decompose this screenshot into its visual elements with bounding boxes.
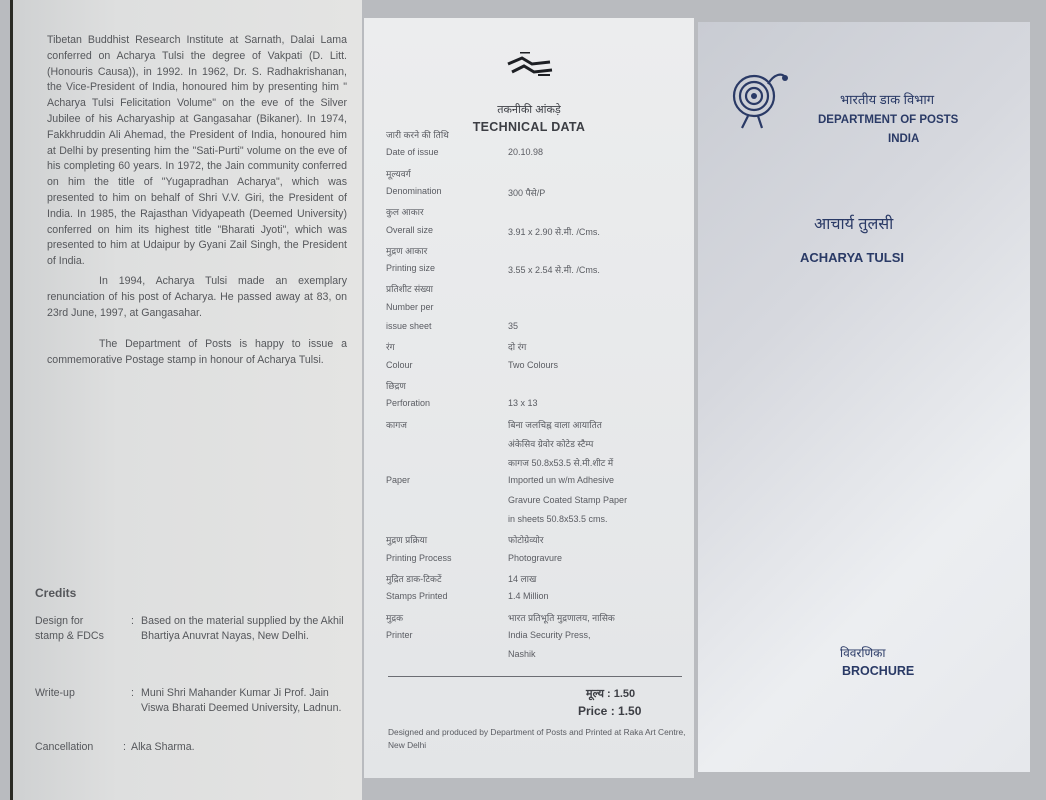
tech-row-label: छिद्रण xyxy=(386,380,406,391)
price-hindi: मूल्य : 1.50 xyxy=(586,688,636,700)
department-name: DEPARTMENT OF POSTS xyxy=(818,114,959,126)
credit-design-value: Based on the material supplied by the Akhil Bhartiya Anuvrat Nayas, New Delhi. xyxy=(141,615,344,642)
tech-row-value: बिना जलचिह्न वाला आयातित xyxy=(508,419,602,430)
brochure-technical-panel xyxy=(364,18,694,778)
brochure-label-hindi: विवरणिका xyxy=(840,646,886,660)
tech-row-label: Printing Process xyxy=(386,552,452,563)
department-country: INDIA xyxy=(888,133,920,145)
biography-text xyxy=(47,33,347,369)
tech-row-label: प्रतिशीट संख्या xyxy=(386,284,433,295)
technical-data-hindi-title: तकनीकी आंकड़े xyxy=(497,104,561,116)
brochure-label: BROCHURE xyxy=(842,664,915,678)
tech-row-value: 3.91 x 2.90 से.मी. /Cms. xyxy=(508,226,600,237)
brochure-left-panel xyxy=(10,0,362,800)
tech-row-value: Nashik xyxy=(508,649,536,660)
tech-row-label: जारी करने की तिथि xyxy=(386,130,449,140)
tech-row-label: Paper xyxy=(386,475,411,486)
tech-row-value: Imported un w/m Adhesive xyxy=(508,475,615,486)
tech-row-value: 14 लाख xyxy=(508,573,537,584)
bio-paragraph-3: The Department of Posts is happy to issue a commemorative Postage stamp in honour of Acharya Tulsi. xyxy=(47,338,347,367)
tech-row-label: Colour xyxy=(386,359,413,370)
stamp-title: ACHARYA TULSI xyxy=(800,250,905,265)
tech-row-value: कागज 50.8x53.5 से.मी.शीट में xyxy=(508,458,614,469)
stamp-title-hindi: आचार्य तुलसी xyxy=(814,216,894,233)
tech-row-value: in sheets 50.8x53.5 cms. xyxy=(508,514,608,524)
tech-row-label: मूल्यवर्ग xyxy=(386,168,411,179)
credit-writeup-value: Muni Shri Mahander Kumar Ji Prof. Jain Viswa Bharati Deemed University, Ladnun. xyxy=(141,687,342,714)
credit-cancellation-value: Alka Sharma. xyxy=(131,741,195,753)
tech-row-label: Date of issue xyxy=(386,147,439,158)
tech-row-label: Number per xyxy=(386,301,434,312)
tech-row-value: 20.10.98 xyxy=(508,147,544,158)
department-name-hindi: भारतीय डाक विभाग xyxy=(840,92,935,107)
tech-row-value: अंकेसिव ग्रेवोर कोटेड स्टैम्प xyxy=(508,438,594,449)
tech-row-value: 1.4 Million xyxy=(508,591,549,602)
tech-row-label: Printer xyxy=(386,629,413,640)
brochure-cover-panel xyxy=(698,22,1030,772)
tech-row-label: मुद्रण आकार xyxy=(386,245,428,256)
credit-writeup xyxy=(35,686,365,736)
tech-row-value: Two Colours xyxy=(508,359,559,370)
price: Price : 1.50 xyxy=(578,704,642,718)
tech-row-label: कुल आकार xyxy=(386,207,424,218)
tech-row-label: मुद्रक xyxy=(386,612,404,623)
tech-row-value: 3.55 x 2.54 से.मी. /Cms. xyxy=(508,265,600,276)
credit-design xyxy=(35,614,365,674)
tech-row-value: Gravure Coated Stamp Paper xyxy=(508,494,628,505)
credit-colon: : xyxy=(123,741,126,753)
tech-row-value: 300 पैसे/P xyxy=(508,187,546,198)
tech-row-label: Stamps Printed xyxy=(386,591,448,602)
tech-row-value: Photogravure xyxy=(508,552,563,563)
tech-row-value: India Security Press, xyxy=(508,629,591,640)
tech-row-label: मुद्रण प्रक्रिया xyxy=(386,535,428,546)
tech-row-label: मुद्रित डाक-टिकटें xyxy=(386,573,442,584)
tech-row-value: दो रंग xyxy=(508,342,527,353)
tech-row-label: कागज xyxy=(386,419,407,430)
divider-line xyxy=(388,676,682,677)
india-post-logo-icon xyxy=(502,50,558,86)
tech-row-label: रंग xyxy=(386,342,395,353)
peacock-emblem-icon xyxy=(728,66,792,132)
tech-row-value: भारत प्रतिभूति मुद्रणालय, नासिक xyxy=(508,612,615,623)
technical-data-title: TECHNICAL DATA xyxy=(472,120,586,134)
designed-by-note: Designed and produced by Department of Posts and Printed at Raka Art Centre, New Delhi xyxy=(388,727,686,750)
credit-cancellation-label: Cancellation xyxy=(35,741,94,753)
bio-paragraph-2: In 1994, Acharya Tulsi made an exemplary renunciation of his post of Acharya. He passed away at 83, on 23rd June, 1997, at Gangasahar. xyxy=(47,274,347,319)
credit-design-label: Design for stamp & FDCs xyxy=(35,615,104,642)
credits-heading: Credits xyxy=(35,586,77,600)
tech-row-value: 13 x 13 xyxy=(508,398,538,409)
tech-row-label: Denomination xyxy=(386,185,442,196)
credit-cancellation xyxy=(35,740,365,758)
tech-row-label: issue sheet xyxy=(386,321,432,331)
tech-row-label: Overall size xyxy=(386,224,434,235)
bio-paragraph-1: Tibetan Buddhist Research Institute at Sarnath, Dalai Lama conferred on Acharya Tulsi the degree of Vakpati (D. Litt. (Honouris Causa)), in 1992. In 1962, Dr. S. Radhakrishanan, the Vice-President of India, honoured him by presenting him " Acharya Tulsi Felicitation Volume" on the eve of the Silver Jubilee of his Acharyaship at Gangasahar (Bikaner). In 1974, Fakkhruddin Ali Ahemad, the President of India, honoured him at Delhi by presenting him the "Sati-Purti" volume on the eve of his completing 60 years. In 1972, the Jain community conferred on him the title of "Yugapradhan Acharya", which was presented to him on behalf of Shri V.V. Giri, the President of India. In 1985, the Rajasthan Vidyapeath (Deemed University) conferred on him its highest title "Bharati Jyoti", which was presented to him at Udaipur by Gyani Zail Singh, the President of India. xyxy=(47,34,347,268)
credit-writeup-label: Write-up xyxy=(35,687,75,699)
tech-row-label: Perforation xyxy=(386,398,431,409)
credit-colon: : xyxy=(131,687,134,699)
tech-row-value: फोटोग्रेव्योर xyxy=(508,535,544,546)
credit-colon: : xyxy=(131,615,134,627)
tech-row-value: 35 xyxy=(508,321,519,331)
tech-row-label: Printing size xyxy=(386,263,436,274)
